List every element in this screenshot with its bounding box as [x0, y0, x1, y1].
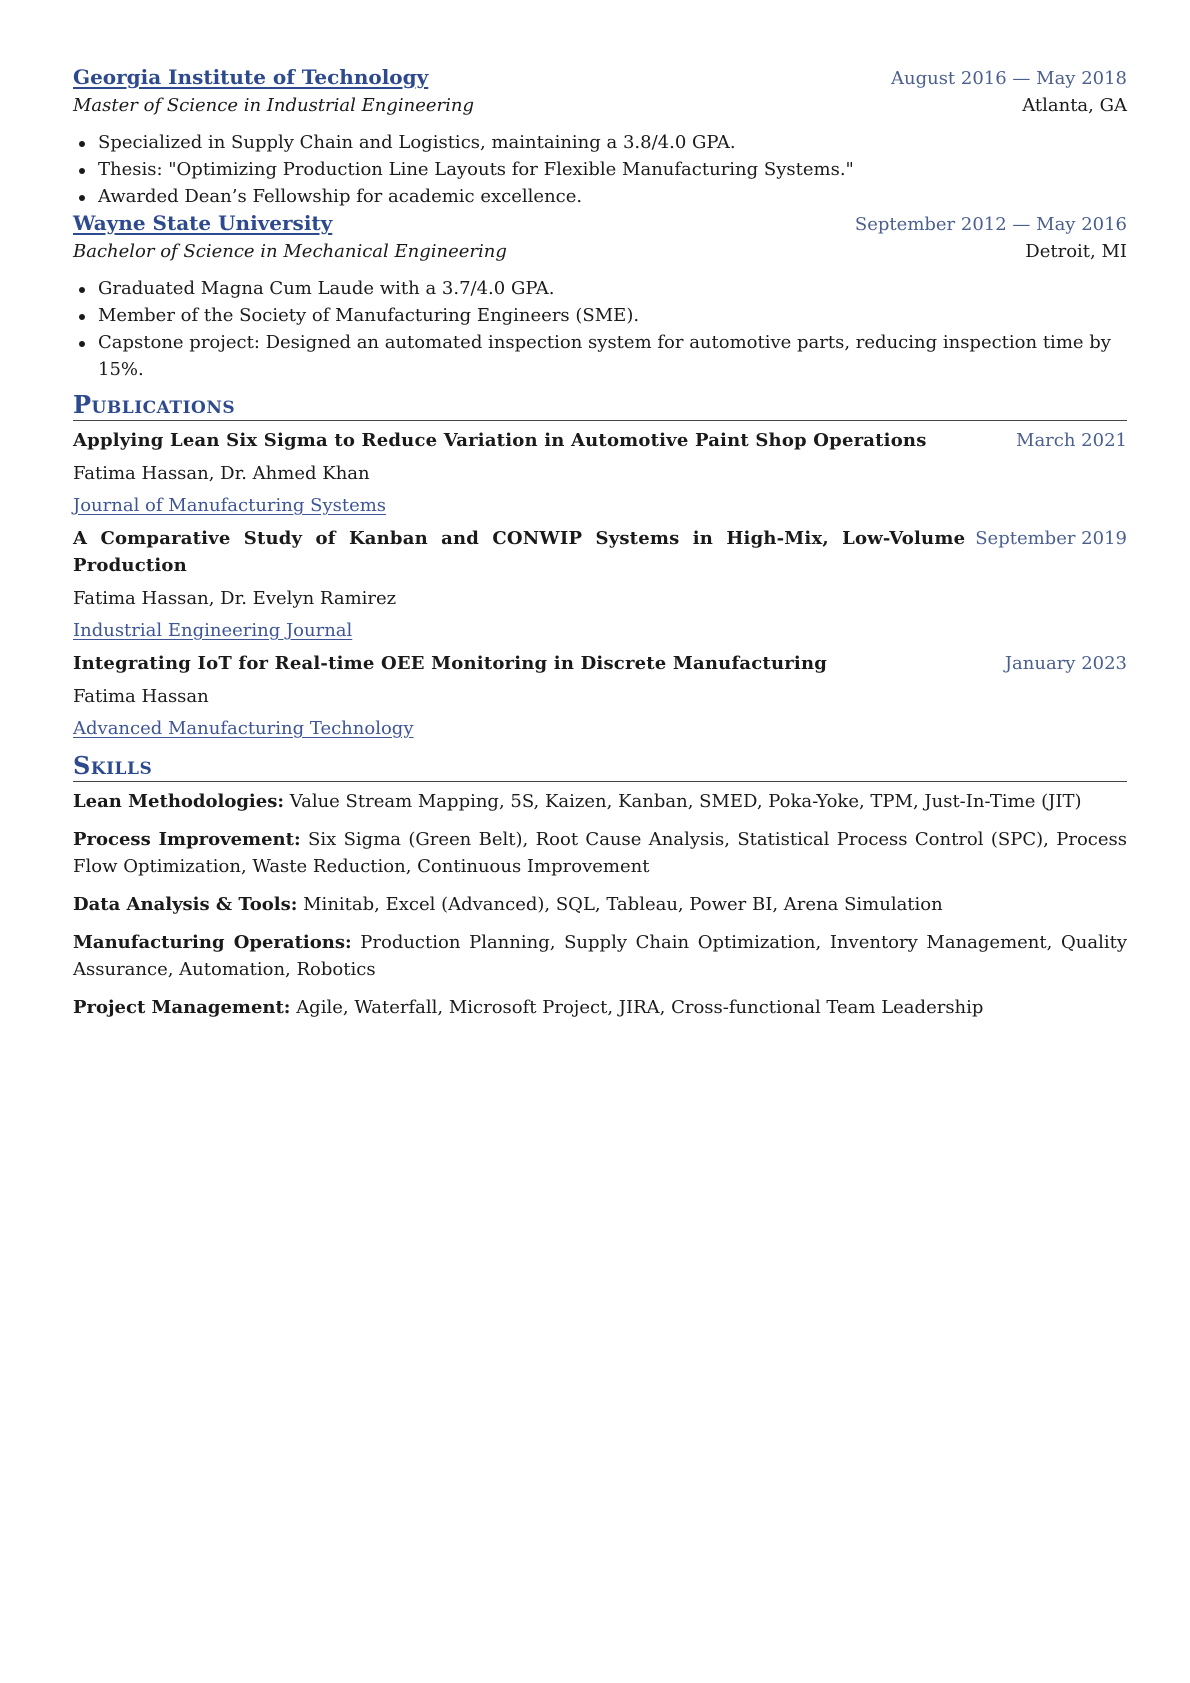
skill-text: Value Stream Mapping, 5S, Kaizen, Kanban, SMED, Poka-Yoke, TPM, Just-In-Time (JIT): [289, 791, 1082, 812]
section-heading-publications: Publications: [73, 391, 1127, 421]
education-subheader: [73, 92, 1127, 119]
education-dates: September 2012 — May 2016: [854, 214, 1127, 235]
publication-entry: [73, 525, 1127, 644]
education-bullets: [73, 129, 1127, 210]
bullet-item: Graduated Magna Cum Laude with a 3.7/4.0 GPA.: [73, 275, 1127, 302]
skill-category: Lean Methodologies:: [73, 791, 284, 812]
publication-header: [73, 525, 1127, 579]
location: Atlanta, GA: [1022, 95, 1127, 116]
skill-row: [73, 826, 1127, 880]
publication-entry: [73, 650, 1127, 742]
education-header: [73, 64, 1127, 92]
publication-authors: Fatima Hassan: [73, 686, 209, 707]
institution-link[interactable]: Georgia Institute of Technology: [73, 65, 429, 89]
publication-header: [73, 427, 1127, 454]
bullet-item: Capstone project: Designed an automated inspection system for automotive parts, reducing inspection time by 15%.: [73, 329, 1127, 383]
skills-list: [73, 788, 1127, 1021]
publication-journal-link[interactable]: Industrial Engineering Journal: [73, 620, 353, 641]
publication-entry: [73, 427, 1127, 519]
publication-date: March 2021: [1016, 430, 1127, 451]
publication-header: [73, 650, 1127, 677]
skill-category: Process Improvement:: [73, 829, 301, 850]
education-subheader: [73, 238, 1127, 265]
publication-date: September 2019: [975, 528, 1127, 549]
skill-row: [73, 929, 1127, 983]
publication-title: Applying Lean Six Sigma to Reduce Variation in Automotive Paint Shop Operations: [73, 430, 927, 451]
publication-title: Integrating IoT for Real-time OEE Monitoring in Discrete Manufacturing: [73, 653, 828, 674]
skill-category: Data Analysis & Tools:: [73, 894, 298, 915]
location: Detroit, MI: [1025, 241, 1127, 262]
section-heading-skills: Skills: [73, 752, 1127, 782]
institution-link[interactable]: Wayne State University: [73, 211, 333, 235]
publication-journal-link[interactable]: Journal of Manufacturing Systems: [73, 495, 387, 516]
publication-date: January 2023: [1004, 653, 1127, 674]
publication-journal-link[interactable]: Advanced Manufacturing Technology: [73, 718, 414, 739]
skill-text: Production Planning, Supply Chain Optimization, Inventory Management, Quality Assurance, Automation, Robotics: [73, 932, 1127, 980]
education-dates: August 2016 — May 2018: [890, 68, 1127, 89]
skill-row: [73, 891, 1127, 918]
bullet-item: Awarded Dean’s Fellowship for academic excellence.: [73, 183, 1127, 210]
bullet-item: Member of the Society of Manufacturing Engineers (SME).: [73, 302, 1127, 329]
skill-text: Agile, Waterfall, Microsoft Project, JIRA, Cross-functional Team Leadership: [296, 997, 984, 1018]
skill-text: Six Sigma (Green Belt), Root Cause Analysis, Statistical Process Control (SPC), Process Flow Optimization, Waste Reduction, Continuous Improvement: [73, 829, 1127, 877]
degree: Master of Science in Industrial Engineering: [73, 95, 475, 116]
publication-authors: Fatima Hassan, Dr. Ahmed Khan: [73, 463, 370, 484]
bullet-item: Thesis: "Optimizing Production Line Layouts for Flexible Manufacturing Systems.": [73, 156, 1127, 183]
resume-page: [73, 64, 1127, 1032]
bullet-item: Specialized in Supply Chain and Logistics, maintaining a 3.8/4.0 GPA.: [73, 129, 1127, 156]
publication-authors: Fatima Hassan, Dr. Evelyn Ramirez: [73, 588, 397, 609]
publication-title: A Comparative Study of Kanban and CONWIP Systems in High-Mix, Low-Volume Production: [73, 528, 966, 576]
degree: Bachelor of Science in Mechanical Engineering: [73, 241, 507, 262]
education-entry: [73, 210, 1127, 383]
education-header: [73, 210, 1127, 238]
skill-row: [73, 788, 1127, 815]
education-bullets: [73, 275, 1127, 383]
skill-category: Manufacturing Operations:: [73, 932, 352, 953]
education-entry: [73, 64, 1127, 210]
skill-category: Project Management:: [73, 997, 291, 1018]
skill-row: [73, 994, 1127, 1021]
skill-text: Minitab, Excel (Advanced), SQL, Tableau, Power BI, Arena Simulation: [303, 894, 943, 915]
